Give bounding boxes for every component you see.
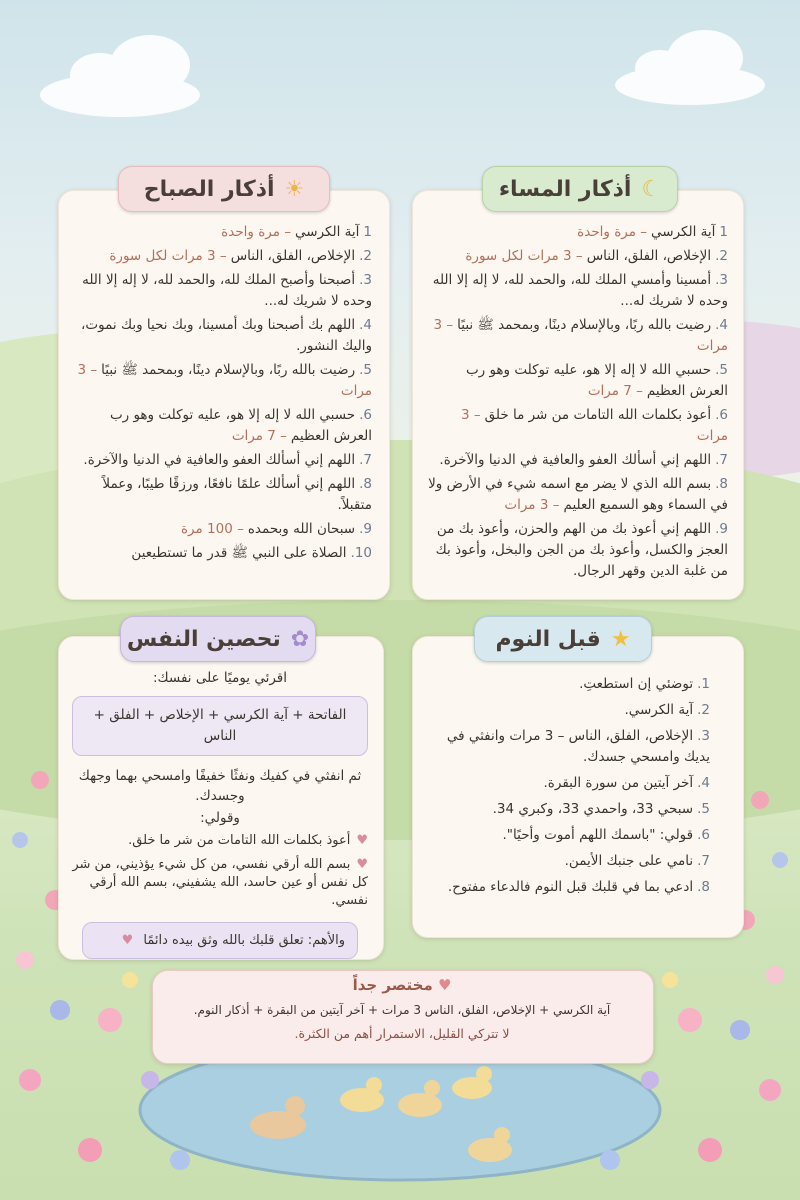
item-number: 8. — [359, 476, 372, 492]
item-text: رضيت بالله ربًا، وبالإسلام دينًا، وبمحمد ﷺ نبيًا — [457, 317, 712, 333]
evening-item — [428, 270, 728, 312]
item-note: – 3 مرات لكل سورة — [109, 248, 227, 264]
item-note: – 3 مرات — [77, 362, 372, 399]
item-note: – 3 مرات — [504, 497, 560, 513]
item-number: 7. — [359, 452, 372, 468]
item-text: أعوذ بكلمات الله التامات من شر ما خلق — [484, 407, 712, 423]
item-text: سبحي 33، واحمدي 33، وكبري 34. — [492, 801, 694, 817]
item-number: 2. — [715, 248, 728, 264]
sleep-item — [440, 851, 710, 872]
star-icon: ★ — [610, 626, 631, 652]
item-note: – 3 مرات — [433, 317, 728, 354]
item-note: – 3 مرات لكل سورة — [465, 248, 583, 264]
item-text: اللهم إني أسألك العفو والعافية في الدنيا والآخرة. — [83, 452, 356, 468]
item-number: 1. — [697, 676, 710, 692]
item-number: 9. — [359, 521, 372, 537]
summary-title: مختصر جداً — [352, 976, 433, 994]
item-number: 3. — [715, 272, 728, 288]
sleep-item — [440, 877, 710, 898]
sleep-item — [440, 674, 710, 695]
item-number: 3. — [359, 272, 372, 288]
item-number: 7. — [715, 452, 728, 468]
cloud-right — [615, 30, 765, 105]
fortify-bullet: ♥بسم الله أرقي نفسي، من كل شيء يؤذيني، من شر كل نفس أو عين حاسد، الله يشفيني، بسم الله أرقي نفسي. — [72, 857, 368, 908]
item-text: آية الكرسي. — [624, 702, 694, 718]
item-number: 1 — [719, 224, 728, 240]
morning-item — [72, 519, 372, 540]
morning-item — [72, 222, 372, 243]
fortify-body — [72, 668, 368, 959]
morning-item — [72, 270, 372, 312]
sleep-item — [440, 726, 710, 768]
item-number: 5. — [359, 362, 372, 378]
summary-body — [160, 976, 644, 1044]
fortify-title: تحصين النفس — [126, 626, 281, 652]
evening-item — [428, 315, 728, 357]
morning-list — [72, 222, 372, 567]
item-text: بسم الله الذي لا يضر مع اسمه شيء في الأرض ولا في السماء وهو السميع العليم — [428, 476, 728, 513]
item-note: – 7 مرات — [231, 428, 287, 444]
sun-icon: ☀ — [284, 176, 305, 202]
item-number: 1 — [363, 224, 372, 240]
sleep-list — [440, 674, 710, 903]
item-text: الصلاة على النبي ﷺ قدر ما تستطيعين — [131, 545, 347, 561]
item-number: 9. — [715, 521, 728, 537]
evening-item — [428, 405, 728, 447]
item-number: 3. — [697, 728, 710, 744]
item-note: – مرة واحدة — [577, 224, 648, 240]
sleep-item — [440, 799, 710, 820]
fortify-surahs-box: الفاتحة + آية الكرسي + الإخلاص + الفلق + الناس — [72, 696, 368, 756]
item-number: 7. — [697, 853, 710, 869]
fortify-title-tab — [120, 616, 316, 662]
item-number: 2. — [359, 248, 372, 264]
summary-line2: لا تتركي القليل، الاستمرار أهم من الكثرة. — [294, 1026, 510, 1041]
item-text: ادعي بما في قلبك قبل النوم فالدعاء مفتوح. — [447, 879, 694, 895]
item-number: 8. — [697, 879, 710, 895]
item-text: الإخلاص، الفلق، الناس — [230, 248, 356, 264]
fortify-intro: اقرئي يوميًا على نفسك: — [152, 670, 288, 686]
heart-icon: ♥ — [356, 857, 368, 872]
item-text: حسبي الله لا إله إلا هو، عليه توكلت وهو رب العرش العظيم — [465, 362, 728, 399]
sleep-item — [440, 773, 710, 794]
item-note: – مرة واحدة — [221, 224, 292, 240]
summary-title-row — [160, 976, 644, 994]
morning-item — [72, 474, 372, 516]
morning-item — [72, 450, 372, 471]
item-text: أصبحنا وأصبح الملك لله، والحمد لله، لا إله إلا الله وحده لا شريك له... — [82, 272, 372, 309]
item-number: 5. — [697, 801, 710, 817]
evening-item — [428, 360, 728, 402]
morning-item — [72, 543, 372, 564]
flower-icon: ✿ — [290, 626, 310, 652]
item-text: الإخلاص، الفلق، الناس – 3 مرات وانفثي في يديك وامسحي جسدك. — [446, 728, 710, 765]
item-text: آخر آيتين من سورة البقرة. — [543, 775, 694, 791]
item-text: اللهم إني أسألك علمًا نافعًا، ورزقًا طيبًا، وعملاً متقبلاً. — [102, 476, 372, 513]
item-text: حسبي الله لا إله إلا هو، عليه توكلت وهو رب العرش العظيم — [109, 407, 372, 444]
item-number: 6. — [715, 407, 728, 423]
item-note: – 7 مرات — [587, 383, 643, 399]
fortify-bullets — [72, 832, 368, 910]
item-number: 4. — [359, 317, 372, 333]
item-number: 5. — [715, 362, 728, 378]
item-number: 4. — [715, 317, 728, 333]
item-text: سبحان الله وبحمده — [247, 521, 356, 537]
item-text: أمسينا وأمسي الملك لله، والحمد لله، لا إله إلا الله وحده لا شريك له... — [432, 272, 728, 309]
item-text: توضئي إن استطعتِ. — [579, 676, 694, 692]
item-text: اللهم إني أسألك العفو والعافية في الدنيا والآخرة. — [439, 452, 712, 468]
evening-item — [428, 222, 728, 243]
item-text: الإخلاص، الفلق، الناس — [586, 248, 712, 264]
fortify-say: وقولي: — [200, 810, 240, 826]
item-text: قولي: "باسمك اللهم أموت وأحيًا". — [502, 827, 694, 843]
item-note: – 3 مرات — [460, 407, 728, 444]
evening-title-tab — [482, 166, 678, 212]
heart-icon: ♥ — [121, 933, 134, 948]
heart-icon: ♥ — [437, 976, 452, 994]
morning-item — [72, 246, 372, 267]
crescent-moon-icon: ☾ — [641, 176, 662, 202]
item-text: رضيت بالله ربًا، وبالإسلام دينًا، وبمحمد ﷺ نبيًا — [101, 362, 356, 378]
morning-item — [72, 405, 372, 447]
morning-title: أذكار الصباح — [143, 176, 275, 202]
sleep-item — [440, 825, 710, 846]
item-number: 2. — [697, 702, 710, 718]
summary-line1: آية الكرسي + الإخلاص، الفلق، الناس 3 مرات + آخر آيتين من البقرة + أذكار النوم. — [193, 1003, 611, 1017]
fortify-note-box: والأهم: تعلق قلبك بالله وثق بيده دائمًا ♥ — [82, 922, 358, 959]
fortify-bullet: ♥أعوذ بكلمات الله التامات من شر ما خلق. — [128, 833, 368, 848]
morning-item — [72, 315, 372, 357]
sleep-title: قبل النوم — [495, 626, 601, 652]
heart-icon: ♥ — [356, 833, 368, 848]
fortify-after: ثم انفثي في كفيك ونفثًا خفيفًا وامسحي بهما وجهك وجسدك. — [78, 768, 362, 804]
item-number: 6. — [359, 407, 372, 423]
item-number: 8. — [715, 476, 728, 492]
item-text: اللهم بك أصبحنا وبك أمسينا، وبك نحيا وبك نموت، واليك النشور. — [81, 317, 372, 354]
cloud-left — [40, 35, 200, 117]
item-text: اللهم إني أعوذ بك من الهم والحزن، وأعوذ بك من العجز والكسل، وأعوذ بك من الجن والبخل، وأعوذ بك من غلبة الدين وقهر الرجال. — [435, 521, 728, 579]
evening-item — [428, 246, 728, 267]
item-text: آية الكرسي — [651, 224, 716, 240]
sleep-item — [440, 700, 710, 721]
evening-item — [428, 474, 728, 516]
evening-list — [428, 222, 728, 585]
evening-item — [428, 450, 728, 471]
item-note: – 100 مرة — [180, 521, 244, 537]
morning-item — [72, 360, 372, 402]
morning-title-tab — [118, 166, 330, 212]
item-text: نامي على جنبك الأيمن. — [564, 853, 694, 869]
item-number: 4. — [697, 775, 710, 791]
evening-title: أذكار المساء — [498, 176, 632, 202]
item-text: آية الكرسي — [295, 224, 360, 240]
item-number: 6. — [697, 827, 710, 843]
evening-item — [428, 519, 728, 582]
item-number: 10. — [350, 545, 372, 561]
sleep-title-tab — [474, 616, 652, 662]
